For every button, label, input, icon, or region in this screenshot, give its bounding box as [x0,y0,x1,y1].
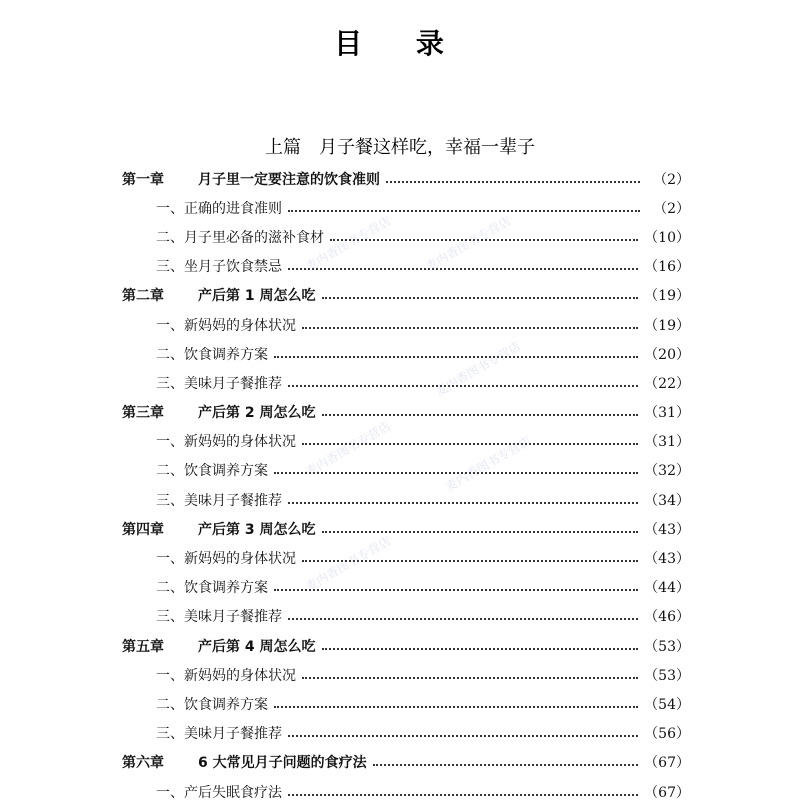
toc-chapter-row [122,398,690,427]
page-number: （53） [644,667,690,684]
page-number: （56） [644,726,690,743]
page-number: （54） [644,696,690,713]
toc-section-row [122,777,690,806]
chapter-title: 产后第 4 周怎么吃 [198,638,316,655]
toc-section-row [122,573,690,602]
section-title: 一、新妈妈的身体状况 [156,667,296,684]
toc-chapter-row [122,514,690,543]
toc-section-row [122,252,690,281]
toc-chapter-row [122,748,690,777]
page-number: （67） [644,755,690,772]
page-number: （10） [644,229,690,246]
page-number: （19） [644,288,690,305]
chapter-title: 月子里一定要注意的饮食准则 [198,171,380,188]
dot-leader [288,268,638,270]
dot-leader [302,560,638,562]
section-title: 三、美味月子餐推荐 [156,726,282,743]
table-of-contents [122,164,690,806]
toc-chapter-row [122,281,690,310]
section-title: 一、产后失眠食疗法 [156,784,282,801]
part-heading: 上篇 月子餐这样吃，幸福一辈子 [265,137,535,158]
toc-section-row [122,602,690,631]
dot-leader [274,589,638,591]
page-number: （31） [644,405,690,422]
dot-leader [322,297,639,299]
dot-leader [274,356,638,358]
dot-leader [322,531,639,533]
page-number: （43） [644,551,690,568]
chapter-label: 第四章 [122,521,164,538]
chapter-label: 第五章 [122,638,164,655]
watermark: 麦内香图书专营店 [303,418,394,479]
toc-section-row [122,689,690,718]
section-title: 一、新妈妈的身体状况 [156,317,296,334]
section-title: 一、新妈妈的身体状况 [156,434,296,451]
toc-section-row [122,339,690,368]
page-number: （20） [644,346,690,363]
dot-leader [386,181,640,183]
page-title: 目 录 [334,27,466,60]
dot-leader [322,414,639,416]
section-title: 二、饮食调养方案 [156,346,268,363]
page-number: （22） [644,375,690,392]
section-title: 三、美味月子餐推荐 [156,492,282,509]
section-title: 二、饮食调养方案 [156,580,268,597]
toc-section-row [122,719,690,748]
dot-leader [288,385,638,387]
page-number: （16） [644,259,690,276]
toc-chapter-row [122,631,690,660]
dot-leader [274,472,638,474]
page-number: （53） [644,638,690,655]
watermark: 麦内香图书专营店 [433,338,524,399]
toc-chapter-row [122,164,690,193]
page-number: （19） [644,317,690,334]
dot-leader [302,327,638,329]
dot-leader [330,239,638,241]
dot-leader [373,764,639,766]
watermark: 麦内香图书专营店 [423,213,514,274]
page-number: （32） [644,463,690,480]
toc-section-row [122,427,690,456]
page-number: （46） [644,609,690,626]
section-title: 二、饮食调养方案 [156,696,268,713]
dot-leader [288,502,638,504]
page-number: （43） [644,521,690,538]
section-title: 三、坐月子饮食禁忌 [156,259,282,276]
toc-section-row [122,485,690,514]
dot-leader [288,618,638,620]
chapter-label: 第三章 [122,405,164,422]
watermark: 麦内香图书专营店 [303,213,394,274]
toc-section-row [122,456,690,485]
toc-section-row [122,222,690,251]
chapter-title: 产后第 1 周怎么吃 [198,288,316,305]
page-number: （2） [653,171,690,188]
section-title: 二、月子里必备的滋补食材 [156,229,324,246]
dot-leader [288,210,640,212]
watermark: 麦内香图书专营店 [303,533,394,594]
chapter-title: 6 大常见月子问题的食疗法 [198,755,367,772]
toc-section-row [122,660,690,689]
section-title: 一、新妈妈的身体状况 [156,551,296,568]
toc-section-row [122,368,690,397]
dot-leader [302,443,638,445]
chapter-title: 产后第 2 周怎么吃 [198,405,316,422]
dot-leader [288,794,638,796]
page-number: （67） [644,784,690,801]
dot-leader [274,706,638,708]
page-number: （2） [653,200,690,217]
dot-leader [302,677,638,679]
section-title: 三、美味月子餐推荐 [156,609,282,626]
dot-leader [288,735,638,737]
watermark: 麦内香图书专营店 [443,433,534,494]
chapter-label: 第六章 [122,755,164,772]
chapter-title: 产后第 3 周怎么吃 [198,521,316,538]
section-title: 三、美味月子餐推荐 [156,375,282,392]
page-number: （44） [644,580,690,597]
toc-section-row [122,543,690,572]
page-number: （34） [644,492,690,509]
toc-section-row [122,193,690,222]
dot-leader [322,648,639,650]
chapter-label: 第一章 [122,171,164,188]
page-number: （31） [644,434,690,451]
section-title: 一、正确的进食准则 [156,200,282,217]
chapter-label: 第二章 [122,288,164,305]
toc-section-row [122,310,690,339]
section-title: 二、饮食调养方案 [156,463,268,480]
